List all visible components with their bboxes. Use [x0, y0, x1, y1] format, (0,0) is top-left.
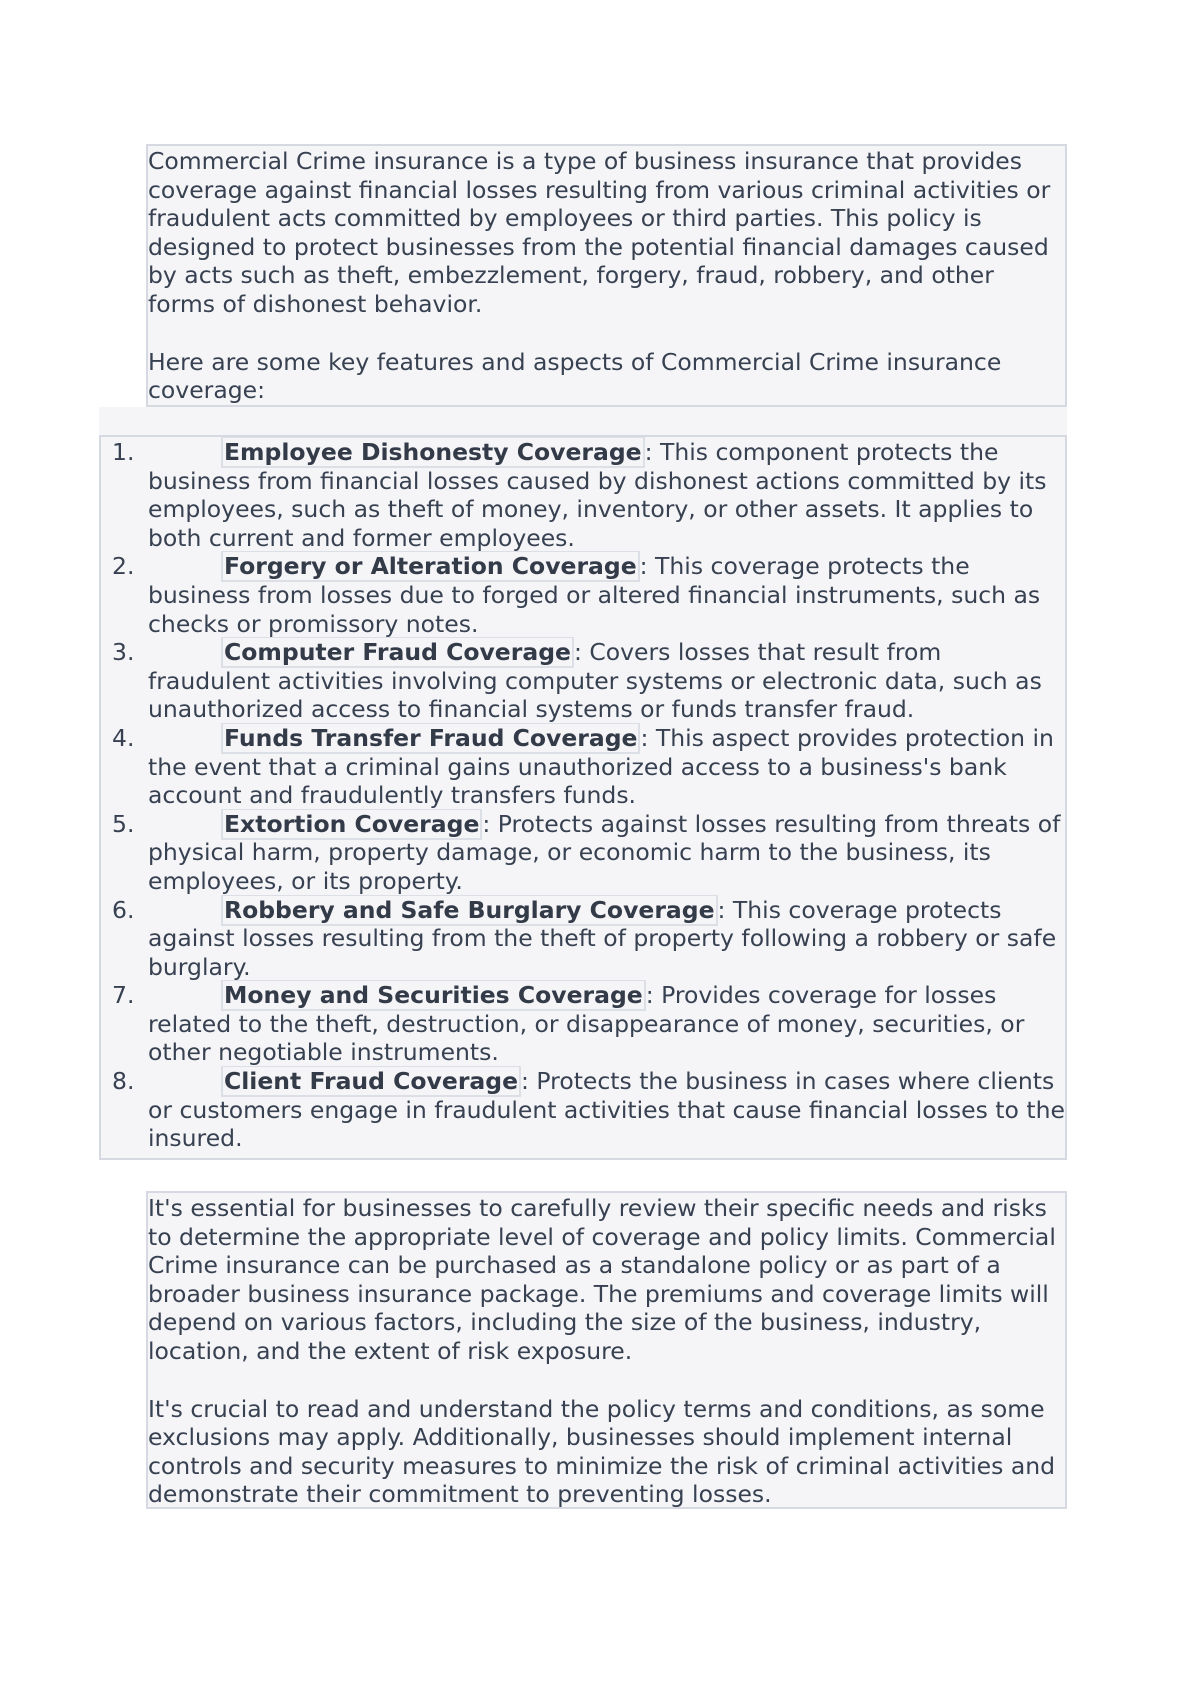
section-divider-strip — [99, 407, 1067, 435]
list-item-number: 7. — [112, 981, 135, 1010]
list-item — [101, 438, 1065, 552]
list-item-term: Funds Transfer Fraud Coverage — [221, 723, 640, 754]
list-item — [101, 638, 1065, 724]
list-item — [101, 724, 1065, 810]
list-item — [101, 981, 1065, 1067]
list-item-term: Employee Dishonesty Coverage — [221, 437, 645, 468]
features-list-section — [99, 435, 1067, 1160]
list-item-number: 5. — [112, 809, 135, 838]
list-item-number: 8. — [112, 1067, 135, 1096]
list-item-term: Extortion Coverage — [221, 809, 482, 840]
list-item-description: : Provides coverage for losses related to the theft, destruction, or disappearance of money, securities, or other negotiable instruments. — [148, 981, 1025, 1067]
list-item-term: Computer Fraud Coverage — [221, 637, 574, 668]
list-item-description: : This coverage protects the business from losses due to forged or altered financial instruments, such as checks or promissory notes. — [148, 552, 1041, 638]
list-item-number: 2. — [112, 552, 135, 581]
list-item-term: Money and Securities Coverage — [221, 980, 646, 1011]
closing-paragraph: It's essential for businesses to carefully review their specific needs and risks to determine the appropriate level of coverage and policy limits. Commercial Crime insurance can be purchased as a standalone policy or as part of a broader business insurance package. The premiums and coverage limits will depend on various factors, including the size of the business, industry, location, and the extent of risk exposure. — [148, 1194, 1056, 1365]
list-item — [101, 552, 1065, 638]
list-item-description: : This aspect provides protection in the event that a criminal gains unauthorized access to a business's bank account and fraudulently transfers funds. — [148, 723, 1054, 810]
closing-paragraph: It's crucial to read and understand the policy terms and conditions, as some exclusions may apply. Additionally, businesses should implement internal controls and security measures to minimize the risk of criminal activities and demonstrate their commitment to preventing losses. — [148, 1394, 1056, 1509]
intro-lead-in: Here are some key features and aspects of Commercial Crime insurance coverage: — [148, 347, 1002, 405]
list-item-description: : Covers losses that result from fraudulent activities involving computer systems or electronic data, such as unauthorized access to financial systems or funds transfer fraud. — [148, 638, 1042, 724]
list-item-term: Client Fraud Coverage — [221, 1066, 521, 1097]
list-item — [101, 1067, 1065, 1153]
list-item-number: 6. — [112, 895, 135, 924]
intro-section — [146, 144, 1067, 407]
list-item-term: Forgery or Alteration Coverage — [221, 551, 640, 582]
list-item-number: 4. — [112, 723, 135, 752]
paragraph-spacer — [148, 1366, 1065, 1395]
list-item-description: : This coverage protects against losses resulting from the theft of property following a robbery or safe burglary. — [148, 895, 1057, 981]
list-item-description: : This component protects the business from financial losses caused by dishonest actions committed by its employees, such as theft of money, inventory, or other assets. It applies to both current and former employees. — [148, 438, 1047, 552]
features-list — [101, 438, 1065, 1153]
list-item-number: 1. — [112, 438, 135, 466]
intro-paragraph: Commercial Crime insurance is a type of business insurance that provides coverage against financial losses resulting from various criminal activities or fraudulent acts committed by employees or third parties. This policy is designed to protect businesses from the potential financial damages caused by acts such as theft, embezzlement, forgery, fraud, robbery, and other forms of dishonest behavior. — [148, 147, 1051, 318]
list-item — [101, 896, 1065, 982]
paragraph-spacer — [148, 319, 1065, 348]
closing-section — [146, 1191, 1067, 1509]
list-item-description: : Protects against losses resulting from threats of physical harm, property damage, or economic harm to the business, its employees, or its property. — [148, 809, 1061, 895]
list-item-description: : Protects the business in cases where clients or customers engage in fraudulent activities that cause financial losses to the insured. — [148, 1067, 1065, 1153]
list-item-number: 3. — [112, 638, 135, 667]
list-item-term: Robbery and Safe Burglary Coverage — [221, 895, 718, 926]
list-item — [101, 810, 1065, 896]
